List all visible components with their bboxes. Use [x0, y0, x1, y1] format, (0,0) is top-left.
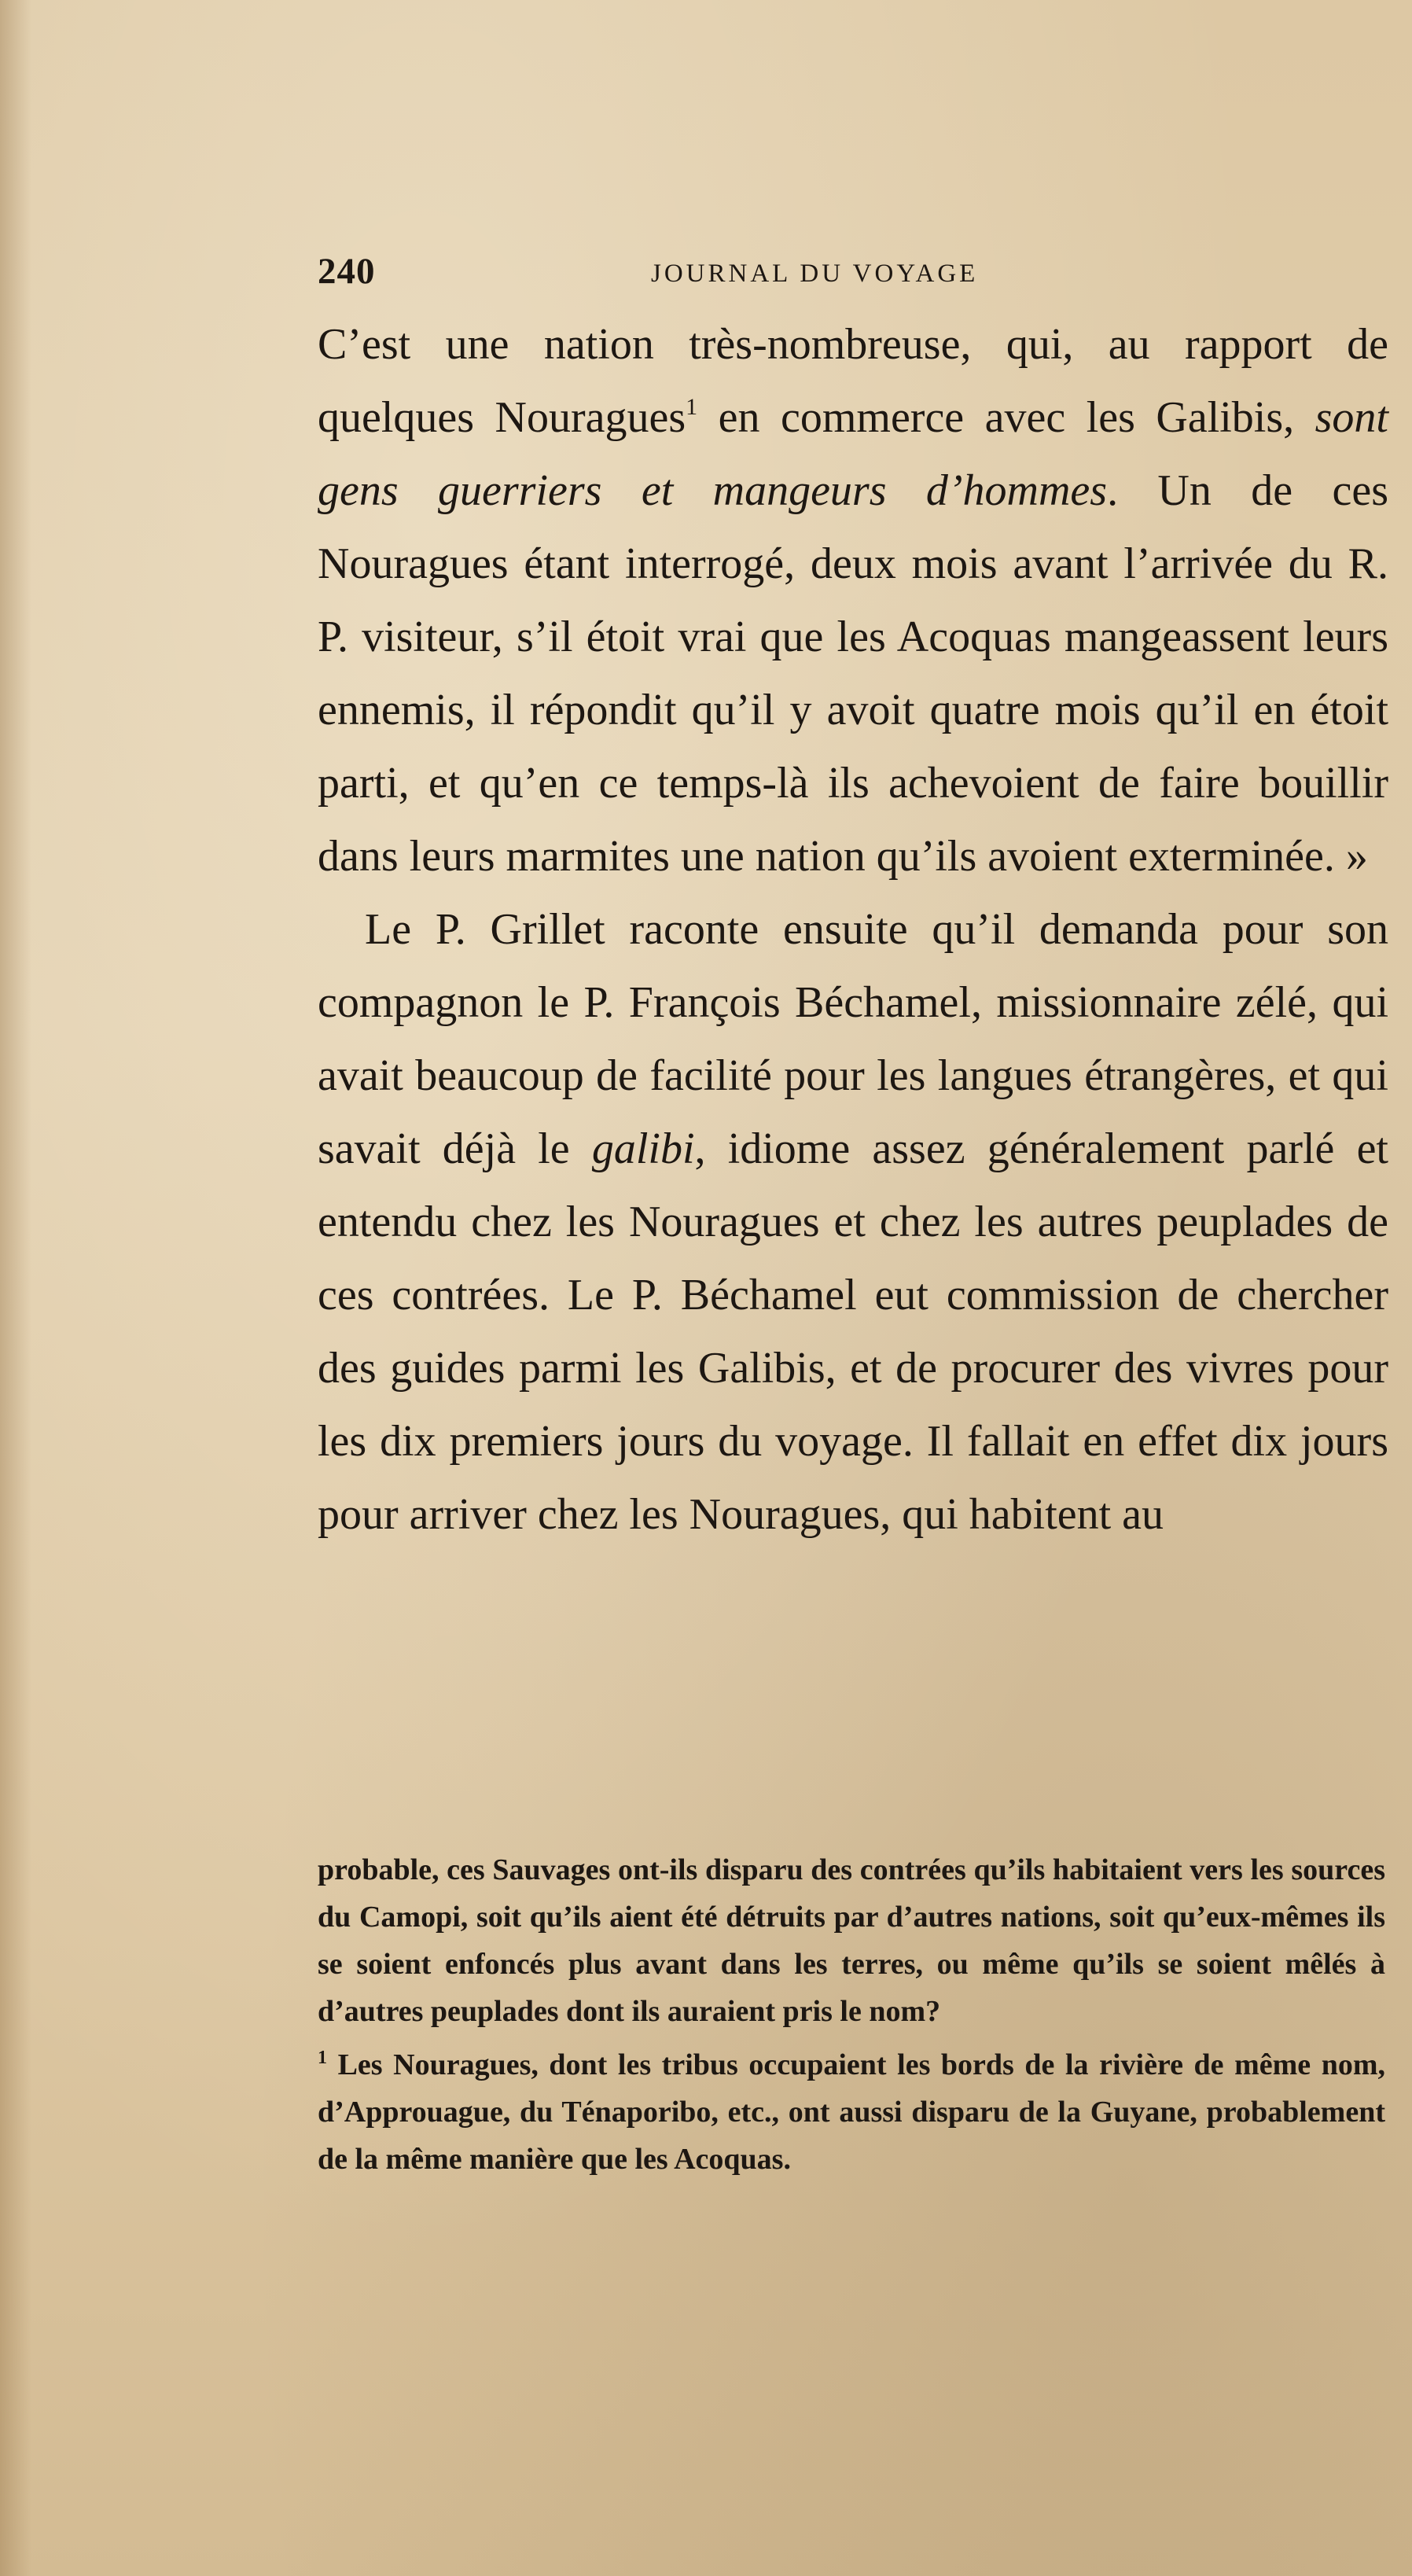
footnotes	[318, 1846, 1385, 2189]
paragraph-1	[318, 308, 1388, 893]
paragraph-1-text-a: C’est une nation très-nombreuse, qui, au rapport de quelques Nouragues	[318, 320, 1388, 442]
paragraph-2	[318, 893, 1388, 1551]
paragraph-1-text-c: . Un de ces Nouragues étant interrogé, deux mois avant l’arrivée du R. P. visiteur, s’il étoit vrai que les Acoquas mangeassent leurs ennemis, il répondit qu’il y avoit quatre mois qu’il en étoit parti, et qu’en ce temps-là ils achevoient de faire bouillir dans leurs marmites une nation qu’ils avoient exterminée. »	[318, 466, 1388, 881]
footnote-continued: probable, ces Sauvages ont-ils disparu des contrées qu’ils habitaient vers les sources du Camopi, soit qu’ils aient été détruits par d’autres nations, soit qu’eux-mêmes ils se soient enfoncés plus avant dans les terres, ou même qu’ils se soient mêlés à d’autres peuplades dont ils auraient pris le nom?	[318, 1853, 1385, 2028]
footnote-1-text: Les Nouragues, dont les tribus occupaient les bords de la rivière de même nom, d’Approuague, du Ténaporibo, etc., ont aussi disparu de la Guyane, probablement de la même manière que les Acoquas.	[318, 2048, 1385, 2176]
page-header	[318, 250, 1379, 297]
page-gutter-shadow	[0, 0, 31, 2576]
page-number: 240	[318, 251, 376, 292]
paragraph-1-text-b: en commerce avec les Galibis,	[697, 393, 1315, 442]
paragraph-2-text-a: Le P. Grillet raconte ensuite qu’il demanda pour son compagnon le P. François Béchamel, missionnaire zélé, qui avait beaucoup de facilité pour les langues étrangères, et qui savait déjà le	[318, 905, 1388, 1173]
footnote-1	[318, 2041, 1385, 2183]
footnote-1-marker: 1	[318, 2048, 327, 2068]
running-head: JOURNAL DU VOYAGE	[651, 259, 979, 288]
paragraph-2-italic: galibi	[591, 1124, 695, 1173]
paragraph-2-text-b: , idiome assez généralement parlé et entendu chez les Nouragues et chez les autres peuplades de ces contrées. Le P. Béchamel eut commission de chercher des guides parmi les Galibis, et de procurer des vivres pour les dix premiers jours du voyage. Il fallait en effet dix jours pour arriver chez les Nouragues, qui habitent au	[318, 1124, 1388, 1539]
footnote-ref-1: 1	[686, 394, 698, 420]
main-text	[318, 308, 1388, 1551]
paragraph-1-italic: sont gens guerriers et mangeurs d’hommes	[318, 393, 1388, 515]
